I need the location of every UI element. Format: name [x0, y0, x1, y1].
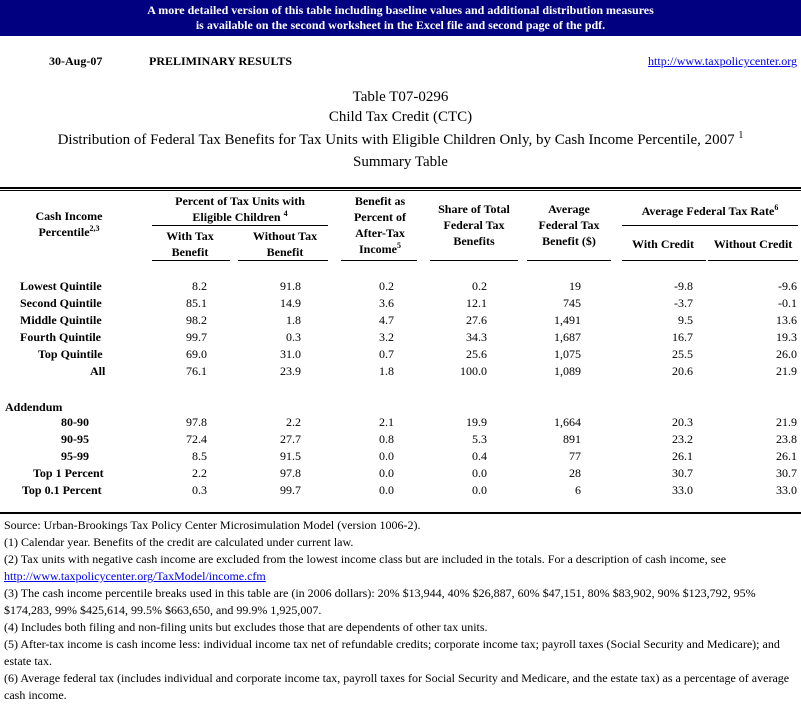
tpc-link[interactable]: http://www.taxpolicycenter.org: [648, 54, 797, 68]
table-row: Middle Quintile 98.2 1.8 4.7 27.6 1,491 9.5 13.6: [20, 313, 797, 327]
note-3: (3) The cash income percentile breaks used in this table are (in 2006 dollars): 20% $13,944, 40% $26,887, 60% $47,151, 80% $83,902, 90% $123,792, 95% $174,283, 99% $425,614, 99.5% $663,650, and 99.9% 1,925,007.: [4, 586, 756, 617]
table-row: Top 0.1 Percent 0.3 99.7 0.0 0.0 6 33.0 33.0: [22, 483, 797, 497]
avg-rate-underline: [622, 225, 798, 226]
with-benefit-underline: [152, 260, 230, 261]
benefit-pct-underline: [341, 260, 417, 261]
header-with-tax-benefit: With Tax Benefit: [166, 229, 214, 259]
share-underline: [430, 260, 518, 261]
table-subtitle: Summary Table: [353, 154, 448, 170]
with-credit-underline: [622, 260, 706, 261]
table-row: 95-99 8.5 91.5 0.0 0.4 77 26.1 26.1: [61, 449, 797, 463]
source-note: Source: Urban-Brookings Tax Policy Center Microsimulation Model (version 1006-2).: [4, 518, 421, 532]
table-row: Fourth Quintile 99.7 0.3 3.2 34.3 1,687 16.7 19.3: [20, 330, 797, 344]
note-6: (6) Average federal tax (includes individual and corporate income tax, payroll taxes for Social Security and Medicare, and the estate tax) as a percentage of average cash income.: [4, 671, 790, 702]
without-credit-underline: [708, 260, 798, 261]
header-cash-income: Cash Income Percentile$^{2,3}$: [35, 209, 103, 239]
avg-benefit-underline: [527, 260, 611, 261]
table-row: 90-95 72.4 27.7 0.8 5.3 891 23.2 23.8: [61, 432, 797, 446]
banner-line-2: is available on the second worksheet in the Excel file and second page of the pdf.: [195, 18, 606, 32]
table-id: Table T07-0296: [352, 89, 449, 105]
table-name: Child Tax Credit (CTC): [328, 109, 473, 125]
table-row: Lowest Quintile 8.2 91.8 0.2 0.2 19 -9.8 -9.6: [20, 279, 797, 293]
without-benefit-underline: [238, 260, 328, 261]
table-row-total: All 76.1 23.9 1.8 100.0 1,089 20.6 21.9: [90, 364, 797, 378]
footnotes: [4, 517, 799, 704]
note-1: (1) Calendar year. Benefits of the credit are calculated under current law.: [4, 535, 354, 549]
banner-line-1: A more detailed version of this table including baseline values and additional distribution measures: [147, 3, 654, 17]
table-row: Top Quintile 69.0 31.0 0.7 25.6 1,075 25.5 26.0: [38, 347, 797, 361]
income-definition-link[interactable]: http://www.taxpolicycenter.org/TaxModel/income.cfm: [4, 569, 266, 583]
table-row: Top 1 Percent 2.2 97.8 0.0 0.0 28 30.7 30.7: [33, 466, 797, 480]
header-bottom-rule: [0, 190, 801, 191]
table-row: 80-90 97.8 2.2 2.1 19.9 1,664 20.3 21.9: [61, 415, 797, 429]
header-avg-rate: Average Federal Tax Rate$^6$: [641, 203, 779, 218]
header-with-credit: With Credit: [632, 237, 694, 251]
header-benefit-pct-income: Benefit as Percent of After-Tax Income$^5$: [353, 194, 407, 256]
info-banner: [0, 0, 801, 36]
header-without-tax-benefit: Without Tax Benefit: [252, 229, 318, 259]
report-date: 30-Aug-07: [49, 54, 103, 68]
header-top-rule: [0, 187, 801, 189]
header-without-credit: Without Credit: [713, 237, 793, 251]
addendum-label: Addendum: [5, 400, 63, 414]
note-5: (5) After-tax income is cash income less: individual income tax net of refundable credits; corporate income tax; payroll taxes (Social Security and Medicare); and estate tax.: [4, 637, 780, 668]
header-share-benefits: Share of Total Federal Tax Benefits: [438, 202, 510, 248]
note-4: (4) Includes both filing and non-filing units but excludes those that are dependents of other tax units.: [4, 620, 488, 634]
header-avg-benefit: Average Federal Tax Benefit ($): [538, 202, 600, 248]
note-2: (2) Tax units with negative cash income are excluded from the lowest income class but are included in the totals. For a description of cash income, see: [4, 552, 727, 566]
table-description: Distribution of Federal Tax Benefits for Tax Units with Eligible Children Only, by Cash Income Percentile, 2007 $^1$: [57, 130, 744, 148]
status-label: PRELIMINARY RESULTS: [149, 54, 293, 68]
header-pct-units: Percent of Tax Units with Eligible Children $^4$: [175, 194, 305, 224]
pct-units-underline: [152, 225, 328, 226]
table-row: Second Quintile 85.1 14.9 3.6 12.1 745 -3.7 -0.1: [20, 296, 797, 310]
table-bottom-rule: [0, 512, 801, 514]
